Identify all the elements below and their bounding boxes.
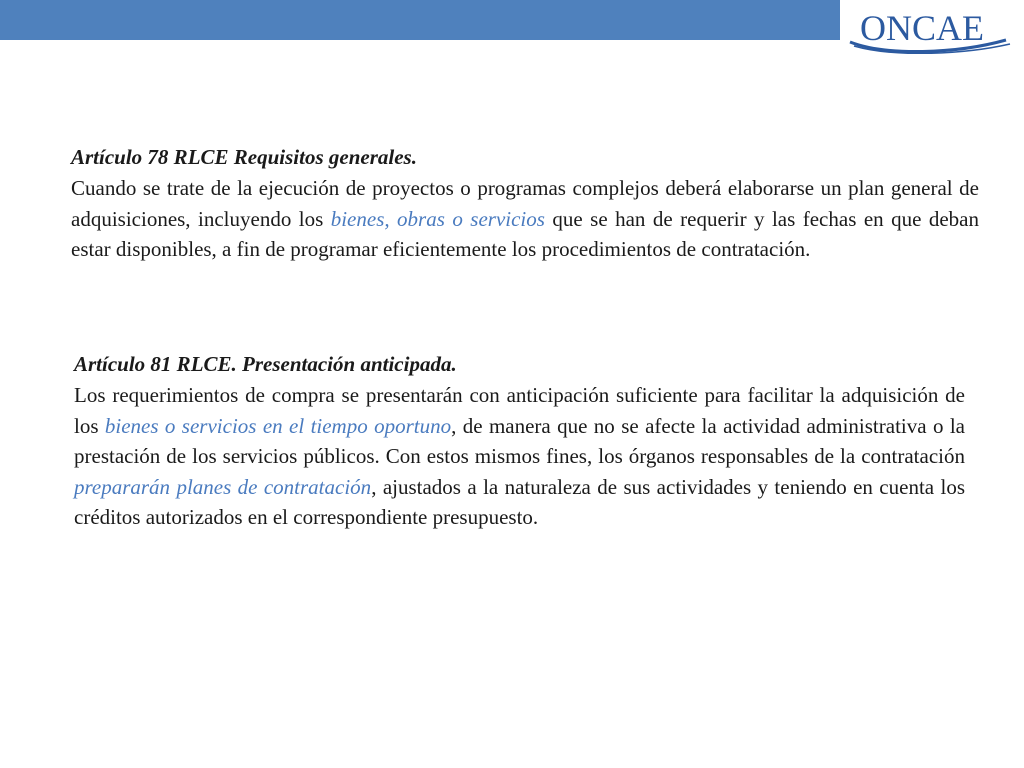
article-78-highlight-1: bienes, obras o servicios — [330, 206, 545, 231]
article-78-body — [71, 173, 979, 265]
header-bar — [0, 0, 840, 40]
article-81-text-1: Los requerimientos de compra se presentarán con anticipación suficiente para facilitar la adquisición de los — [74, 383, 965, 438]
article-81-body — [74, 380, 965, 533]
article-78-title: Artículo 78 RLCE Requisitos generales. — [71, 145, 417, 169]
oncae-logo — [846, 4, 1016, 54]
article-81-text-3: , ajustados a la naturaleza de sus actividades y teniendo en cuenta los créditos autorizados en el correspondiente presupuesto. — [74, 474, 965, 529]
article-81-title: Artículo 81 RLCE. Presentación anticipada. — [74, 352, 457, 376]
article-81 — [74, 349, 965, 533]
article-78-text-1: Cuando se trate de la ejecución de proyectos o programas complejos deberá elaborarse un plan general de adquisiciones, incluyendo los — [71, 176, 979, 231]
logo-text: ONCAE — [860, 8, 984, 48]
article-81-highlight-1: bienes o servicios en el tiempo oportuno — [104, 413, 452, 438]
article-78-text-2: que se han de requerir y las fechas en que deban estar disponibles, a fin de programar eficientemente los procedimientos de contratación. — [71, 206, 979, 261]
article-78 — [71, 142, 979, 265]
article-81-text-2: , de manera que no se afecte la actividad administrativa o la prestación de los servicios públicos. Con estos mismos fines, los órganos responsables de la contratación — [74, 413, 965, 468]
article-81-highlight-2: prepararán planes de contratación — [74, 474, 372, 499]
